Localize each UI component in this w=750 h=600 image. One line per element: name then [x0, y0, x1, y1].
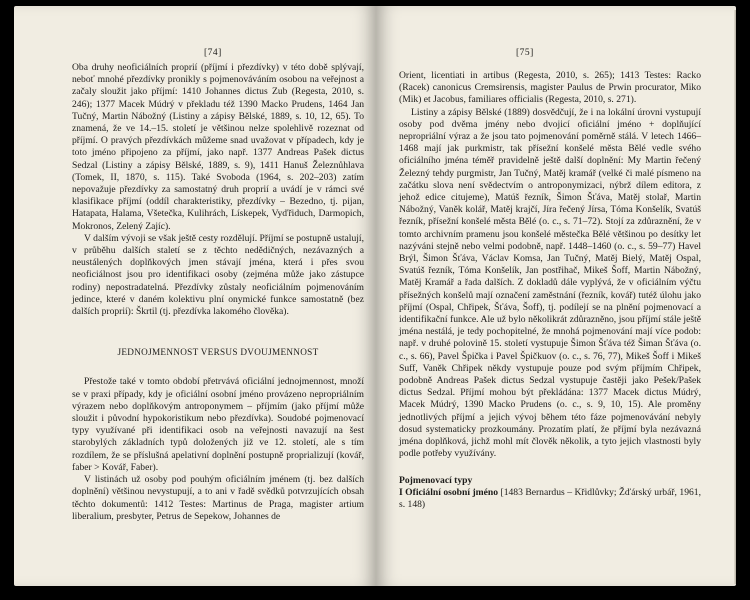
right-page-text [399, 70, 701, 511]
type-entry [399, 487, 701, 511]
page-number: [75] [516, 48, 534, 58]
type-title: I Oficiální osobní jméno [399, 486, 499, 498]
paragraph: Oba druhy neoficiálních proprií (příjmí i přezdívky) v této době splývají, neboť mnohé přezdívky pronikly s pojmenováváním osobou na veřejnost a začaly sloužit jako příjmí: 1410 Johannes dictus Zub (Regesta, 2010, s. 246); 1377 Macek Múdrý v překladu též 1390 Macko Prudens, 1464 Jan Tučný, Martin Nábožný (Listiny a zápisy Bělské, 1889, s. 10, 12, 65). To znamená, že ve 14.–15. století je většinou nelze spolehlivě rozeznat od příjmí. O pravých přezdívkách můžeme snad uvažovat v případech, kdy je toto jméno připojeno za příjmí, jako např. 1377 Andreas Pašek dictus Sedzal (Listiny a zápisy Bělské, 1889, s. 9), 1411 Hanuš Železnůhlava (Tomek, II, 1870, s. 115). Také Svoboda (1964, s. 202–203) zatím nepovažuje přezdívky za samostatný druh proprií a uvádí je v rámci své klasifikace příjmí (oddíl charakteristiky, přezdívky – Bezedno, tj. pijan, Hatapata, Halama, Všetečka, Kulihrách, Lískepek, Vyďřiduch, Darmopich, Mokronos, Zelený Zajíc). [72, 62, 364, 232]
paragraph: Orient, licentiati in artibus (Regesta, 2010, s. 265); 1413 Testes: Racko (Racek) canonicus Cremsirensis, magister Paulus de Prwin procurator, Miko (Mik) et Jacobus, familiares officialis (Regesta, 2010, s. 271). [399, 70, 701, 106]
paragraph: Listiny a zápisy Bělské (1889) dosvědčují, že i na lokální úrovni vystupují osoby pod dvěma jmény nebo dvojicí oficiální jméno + doplňující nepropriální výraz a že jsou tato pojmenování poměrně stálá. V letech 1466–1468 mají jak purkmistr, tak přísežní konšelé města Bělé vedle svého oficiálního jména téměř pravidelně ještě další doplnění: My Martin řečený Železný tehdy purgmistr, Jan Tučný, Matěj kramář (velké či malé písmeno na začátku slova není svědectvím o antroponymizaci, nýbrž dílem editora, z jehož edice citujeme), Matúš řezník, Šimon Šťáva, Matěj stolař, Martin Nábožný, Vaněk kolář, Matěj krajčí, Jíra řečený Jírsa, Tóma Konšelík, Svatúš řezník, přísežní konšelé města Bělé (o. c., s. 71–72). Stojí za zdůraznění, že v tomto archivním pramenu jsou konšelé městečka Bělé většinou po desítky let nazýváni stejně nebo velmi podobně, např. 1448–1460 (o. c., s. 59–77) Havel Brýl, Šimon Šťáva, Václav Komsa, Jan Tučný, Matěj Bielý, Matěj Ospal, Svatúš řezník, Tóma Konšelík, Jan postřihač, Mikeš Šoff, Martin Nábožný, Matěj Kramář a řada dalších. Z dokladů dále vyplývá, že v oficiálním výčtu přísežných konšelů mají označení zaměstnání (řezník, kovář) tutéž úlohu jako příjmí (Ospal, Chřipek, Šťáva, Šoff), tj. podílejí se na plnění pojmenovací a identifikační funkce. Ale už bylo několikrát zdůrazněno, jsou příjmí stále ještě jména nestálá, je tedy pochopitelné, že mnohá pojmenování mají více podob: např. v druhé polovině 15. století vystupuje Šimon Šťáva též Šiman Šťáva (o. c., s. 66), Pavel Špička i Pavel Špičkuov (o. c., s. 76, 77), Mikeš Šoff i Mikeš Suff, Vaněk Chřipek někdy vystupuje pouze pod svým příjmím Chřipek, podobně Andreas Pašek dictus Sedzal vystupuje častěji jako Pešek/Pašek dictus Sedzal. Příjmí mohou být překládána: 1377 Macek dictus Múdrý, Macek Múdrý, 1390 Macko Prudens (o. c., s. 9, 10, 15). Ale proměny jednotlivých příjmí a jejich vývoj během této fáze pojmenovávání nebyly dosud systematicky prozkoumány. Prozatím platí, že příjmí byla nezávazná jména doplňková, jichž mohl mít člověk několik, a tyto jejich vlastnosti byly podle potřeby využívány. [399, 106, 701, 460]
page-edges [734, 10, 736, 584]
open-book [14, 6, 736, 594]
type-example: [1483 Bernardus – Křidlůvky; Žďárský urbář, 1961, s. 148) [399, 486, 701, 510]
page-number: [74] [204, 48, 222, 58]
paragraph: Přestože také v tomto období přetrvává oficiální jednojmennost, množí se v praxi případy, kdy je oficiální osobní jméno provázeno nepropriálním výrazem nebo doplňkovým antroponymem – příjmím (jako příjmí může sloužit i původní hypokoristikum nebo přezdívka). Soudobé pojmenovací typy využívané při identifikaci osob na veřejnosti navazují na šest starobylých základních typů doložených již ve 12. století, ale s tím rozdílem, že se příslušná apelativní doplnění postupně proprializují (kovář, faber > Kovář, Faber). [72, 376, 364, 473]
section-heading: JEDNOJMENNOST VERSUS DVOUJMENNOST [117, 347, 319, 358]
left-page-text [72, 62, 364, 523]
paragraph: V dalším vývoji se však ještě cesty rozdělují. Příjmí se postupně ustalují, v průběhu dalších staletí se z těchto nedědičných, nezávazných a neustálených doplňkových jmen stávají jména, která i přes svou neoficiálnost jsou pro identifikaci osoby (zejména může jako zástupce rodiny) nepostradatelná. Přezdívky zůstaly neoficiálním pojmenováním jedince, které v daném kolektivu plní onymické funkce samostatně (bez dalších proprií): Škrtil (tj. přezdívka lakomého člověka). [72, 232, 364, 318]
subsection-heading: Pojmenovací typy [399, 474, 473, 486]
paragraph: V listinách už osoby pod pouhým oficiálním jménem (tj. bez dalších doplnění) většinou nevystupují, a to ani v řadě svědků potvrzujících obsah těchto dokumentů: 1412 Testes: Martinus de Praga, magister artium liberalium, presbyter, Petrus de Sepekow, Johannes de [72, 474, 364, 522]
right-page [376, 6, 736, 586]
left-page [14, 6, 376, 586]
